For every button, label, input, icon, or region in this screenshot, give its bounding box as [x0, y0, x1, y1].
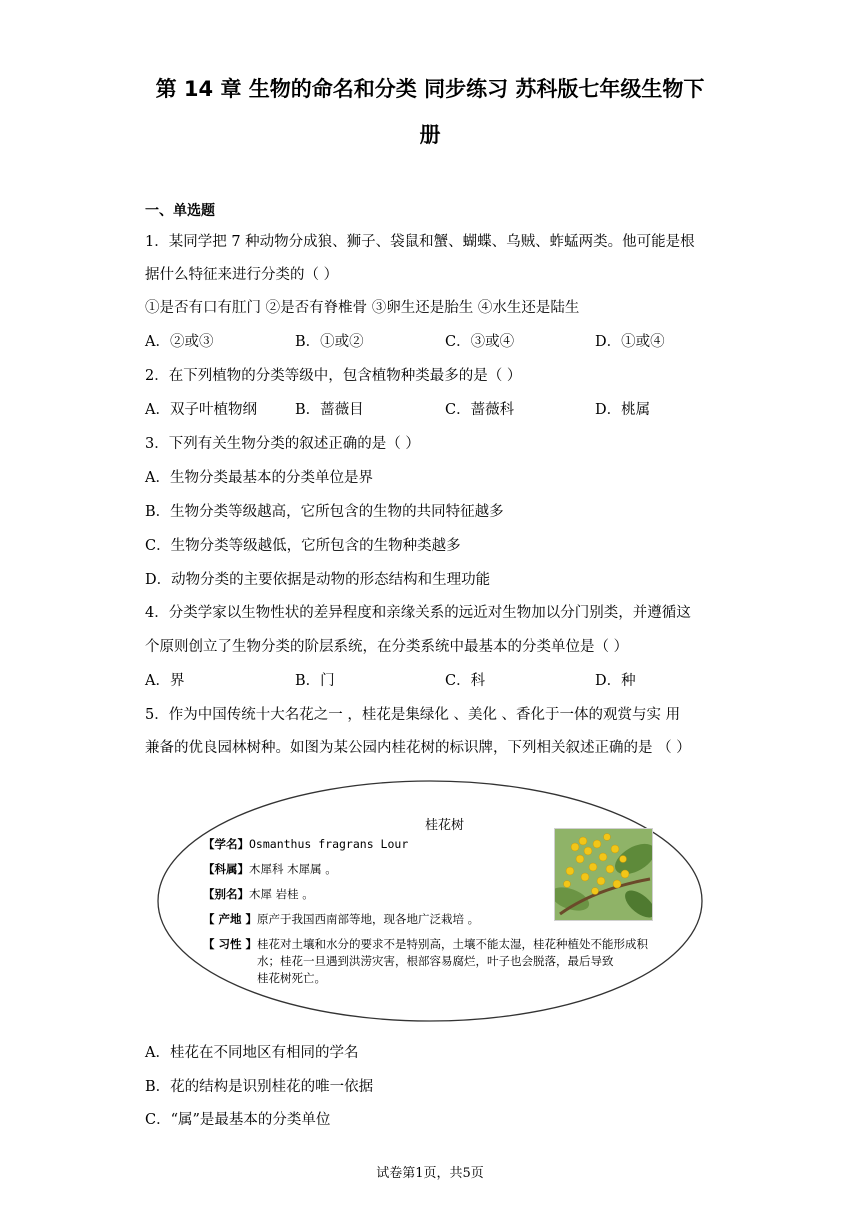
- sign-value-alias: 木犀 岩桂 。: [249, 887, 314, 901]
- q3-option-d: D．动物分类的主要依据是动物的形态结构和生理功能: [145, 572, 491, 588]
- sign-value-habit-line1: 桂花对土壤和水分的要求不是特别高，土壤不能太湿，桂花种植处不能形成积: [257, 937, 649, 951]
- sign-row-family-genus: [203, 861, 337, 878]
- q1-option-b: B．①或②: [295, 334, 364, 350]
- q3-stem: 3．下列有关生物分类的叙述正确的是（ ）: [145, 436, 420, 452]
- q5-option-a: A．桂花在不同地区有相同的学名: [145, 1045, 359, 1061]
- q4-stem-line2: 个原则创立了生物分类的阶层系统，在分类系统中最基本的分类单位是（ ）: [145, 639, 629, 655]
- sign-key-habit: 【 习性 】: [203, 937, 258, 951]
- q4-option-d: D．种: [595, 673, 636, 689]
- q1-option-d: D．①或④: [595, 334, 665, 350]
- sign-row-scientific-name: [203, 836, 408, 853]
- q4-option-c: C．科: [445, 673, 486, 689]
- q3-option-a: A．生物分类最基本的分类单位是界: [145, 470, 373, 486]
- q2-option-b: B．蔷薇目: [295, 402, 364, 418]
- section-heading: 一、单选题: [145, 203, 215, 219]
- osmanthus-sign-figure: [155, 778, 705, 1024]
- q4-option-b: B．门: [295, 673, 335, 689]
- q2-stem: 2．在下列植物的分类等级中，包含植物种类最多的是（ ）: [145, 368, 522, 384]
- q5-stem-line2: 兼备的优良园林树种。如图为某公园内桂花树的标识牌，下列相关叙述正确的是 （ ）: [145, 740, 691, 756]
- sign-row-origin: [203, 911, 479, 928]
- q1-stem-line1: 1．某同学把 7 种动物分成狼、狮子、袋鼠和蟹、蝴蝶、乌贼、蚱蜢两类。他可能是根: [145, 234, 695, 250]
- q2-option-c: C．蔷薇科: [445, 402, 515, 418]
- title-line-1: 第 14 章 生物的命名和分类 同步练习 苏科版七年级生物下: [155, 77, 705, 101]
- sign-value-family-genus: 木犀科 木犀属 。: [249, 862, 337, 876]
- q2-option-d: D．桃属: [595, 402, 651, 418]
- title-line-2: 册: [419, 123, 441, 147]
- q3-option-b: B．生物分类等级越高，它所包含的生物的共同特征越多: [145, 504, 504, 520]
- sign-key-family-genus: 【科属】: [203, 862, 249, 876]
- sign-row-habit: [203, 936, 648, 953]
- sign-key-origin: 【 产地 】: [203, 912, 258, 926]
- q1-stem-line2: 据什么特征来进行分类的（ ）: [145, 267, 339, 283]
- sign-title: 桂花树: [425, 818, 465, 833]
- q1-option-c: C．③或④: [445, 334, 515, 350]
- q1-items: ①是否有口有肛门 ②是否有脊椎骨 ③卵生还是胎生 ④水生还是陆生: [145, 300, 580, 316]
- q3-option-c: C．生物分类等级越低，它所包含的生物种类越多: [145, 538, 461, 554]
- q1-option-a: A．②或③: [145, 334, 214, 350]
- q5-stem-line1: 5．作为中国传统十大名花之一 ，桂花是集绿化 、美化 、香化于一体的观赏与实 用: [145, 707, 681, 723]
- page-footer: 试卷第1页，共5页: [376, 1166, 484, 1181]
- sign-value-origin: 原产于我国西南部等地，现各地广泛栽培 。: [257, 912, 480, 926]
- q5-option-b: B．花的结构是识别桂花的唯一依据: [145, 1079, 374, 1095]
- sign-value-scientific-name: Osmanthus fragrans Lour: [249, 837, 409, 851]
- q4-option-a: A．界: [145, 673, 185, 689]
- sign-key-alias: 【别名】: [203, 887, 249, 901]
- sign-value-habit-line2: 水；桂花一旦遇到洪涝灾害，根部容易腐烂，叶子也会脱落，最后导致: [257, 954, 614, 968]
- q4-stem-line1: 4．分类学家以生物性状的差异程度和亲缘关系的远近对生物加以分门别类，并遵循这: [145, 605, 691, 621]
- sign-value-habit-line3: 桂花树死亡。: [257, 971, 326, 985]
- sign-row-alias: [203, 886, 314, 903]
- q2-option-a: A．双子叶植物纲: [145, 402, 257, 418]
- sign-key-scientific-name: 【学名】: [203, 837, 249, 851]
- osmanthus-flower-photo: [554, 828, 653, 921]
- document-title: [110, 66, 750, 158]
- q5-option-c: C．“属”是最基本的分类单位: [145, 1112, 331, 1128]
